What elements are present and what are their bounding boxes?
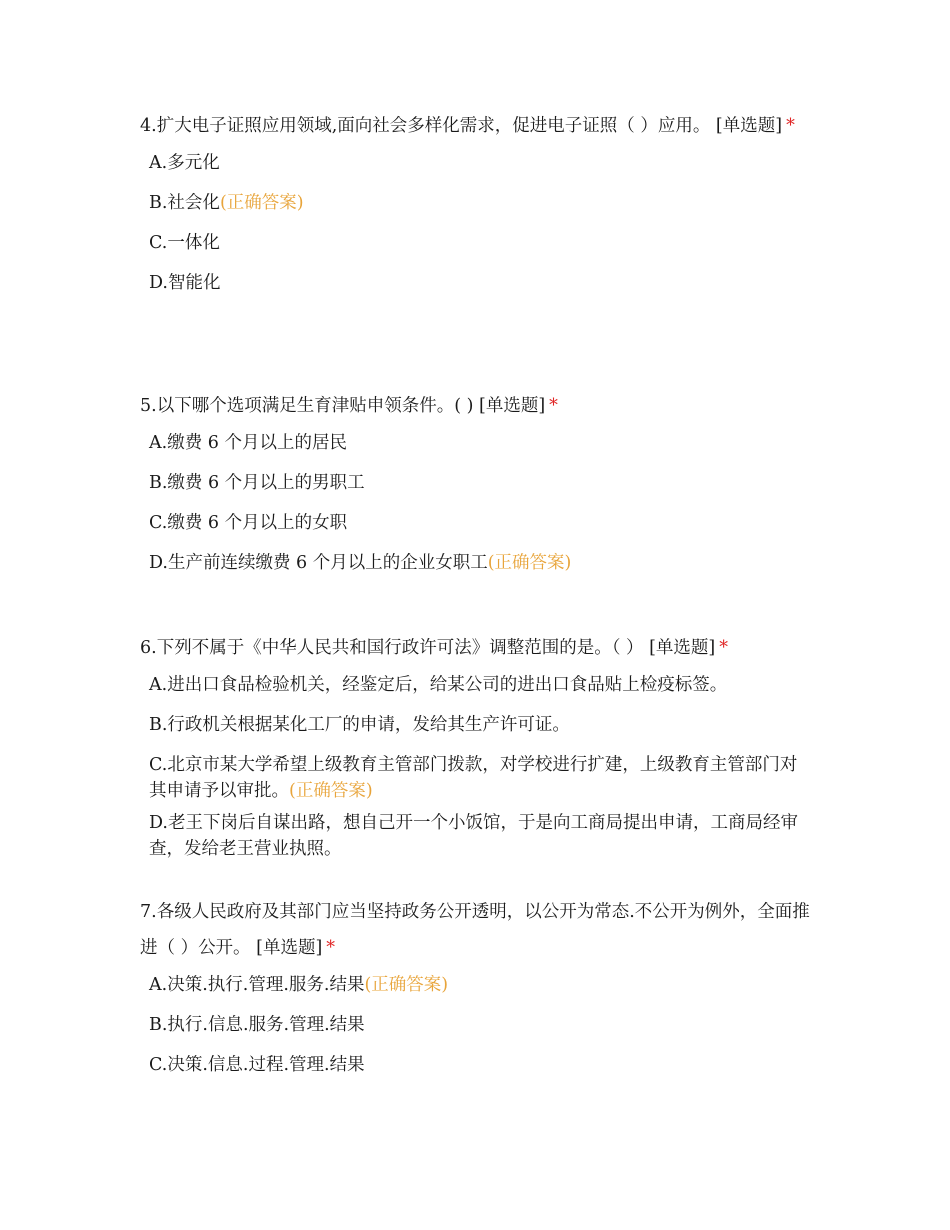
option-text: A.进出口食品检验机关，经鉴定后，给某公司的进出口食品贴上检疫标签。: [149, 675, 728, 695]
option-a[interactable]: [149, 150, 809, 176]
question-type: [单选题]: [649, 638, 716, 658]
option-text: A.决策.执行.管理.服务.结果: [149, 975, 365, 995]
question-type: [单选题]: [256, 938, 323, 958]
question-5: [140, 388, 820, 590]
correct-answer-label: (正确答案): [487, 553, 572, 573]
option-text: D.老王下岗后自谋出路，想自己开一个小饭馆，于是向工商局提出申请，工商局经审查，发给老王营业执照。: [149, 813, 798, 859]
required-mark: *: [786, 116, 795, 136]
option-text: B.执行.信息.服务.管理.结果: [149, 1015, 365, 1035]
correct-answer-label: (正确答案): [289, 781, 373, 801]
option-text: B.行政机关根据某化工厂的申请，发给其生产许可证。: [149, 715, 570, 735]
required-mark: *: [549, 396, 558, 416]
question-title: [140, 894, 820, 966]
option-a[interactable]: [149, 972, 809, 998]
option-c[interactable]: [149, 510, 809, 536]
question-title: [140, 108, 820, 144]
option-text: D.智能化: [149, 273, 221, 293]
question-4: [140, 108, 820, 310]
question-text: 7.各级人民政府及其部门应当坚持政务公开透明，以公开为常态.不公开为例外，全面推进（ ）公开。: [140, 902, 810, 958]
option-c[interactable]: [149, 230, 809, 256]
option-c[interactable]: [149, 752, 809, 804]
question-text: 4.扩大电子证照应用领域,面向社会多样化需求，促进电子证照（ ）应用。: [140, 116, 711, 136]
option-text: B.社会化: [149, 193, 220, 213]
question-type: [单选题]: [715, 116, 783, 136]
option-c[interactable]: [149, 1052, 809, 1078]
option-d[interactable]: [149, 550, 809, 576]
option-text: C.一体化: [149, 233, 220, 253]
required-mark: *: [719, 638, 728, 658]
option-text: A.多元化: [149, 153, 220, 173]
question-type: [单选题]: [479, 396, 546, 416]
required-mark: *: [326, 938, 336, 958]
option-list: [140, 150, 820, 296]
option-b[interactable]: [149, 712, 809, 738]
option-text: C.北京市某大学希望上级教育主管部门拨款，对学校进行扩建，上级教育主管部门对其申请予以审批。: [149, 755, 798, 801]
question-text: 6.下列不属于《中华人民共和国行政许可法》调整范围的是。（ ）: [140, 638, 644, 658]
option-a[interactable]: [149, 430, 809, 456]
option-text: C.缴费 6 个月以上的女职: [149, 513, 348, 533]
option-list: [140, 972, 820, 1078]
option-a[interactable]: [149, 672, 809, 698]
question-title: [140, 630, 820, 666]
option-d[interactable]: [149, 270, 809, 296]
option-list: [140, 430, 820, 576]
question-text: 5.以下哪个选项满足生育津贴申领条件。( ): [140, 396, 474, 416]
option-b[interactable]: [149, 470, 809, 496]
option-d[interactable]: [149, 810, 809, 862]
option-b[interactable]: [149, 1012, 809, 1038]
correct-answer-label: (正确答案): [364, 975, 449, 995]
option-text: D.生产前连续缴费 6 个月以上的企业女职工: [149, 553, 488, 573]
option-text: A.缴费 6 个月以上的居民: [149, 433, 347, 453]
option-text: B.缴费 6 个月以上的男职工: [149, 473, 365, 493]
option-text: C.决策.信息.过程.管理.结果: [149, 1055, 365, 1075]
option-b[interactable]: [149, 190, 809, 216]
question-7: [140, 894, 820, 1092]
option-list: [140, 672, 820, 862]
question-title: [140, 388, 820, 424]
question-6: [140, 630, 820, 876]
correct-answer-label: (正确答案): [219, 193, 304, 213]
